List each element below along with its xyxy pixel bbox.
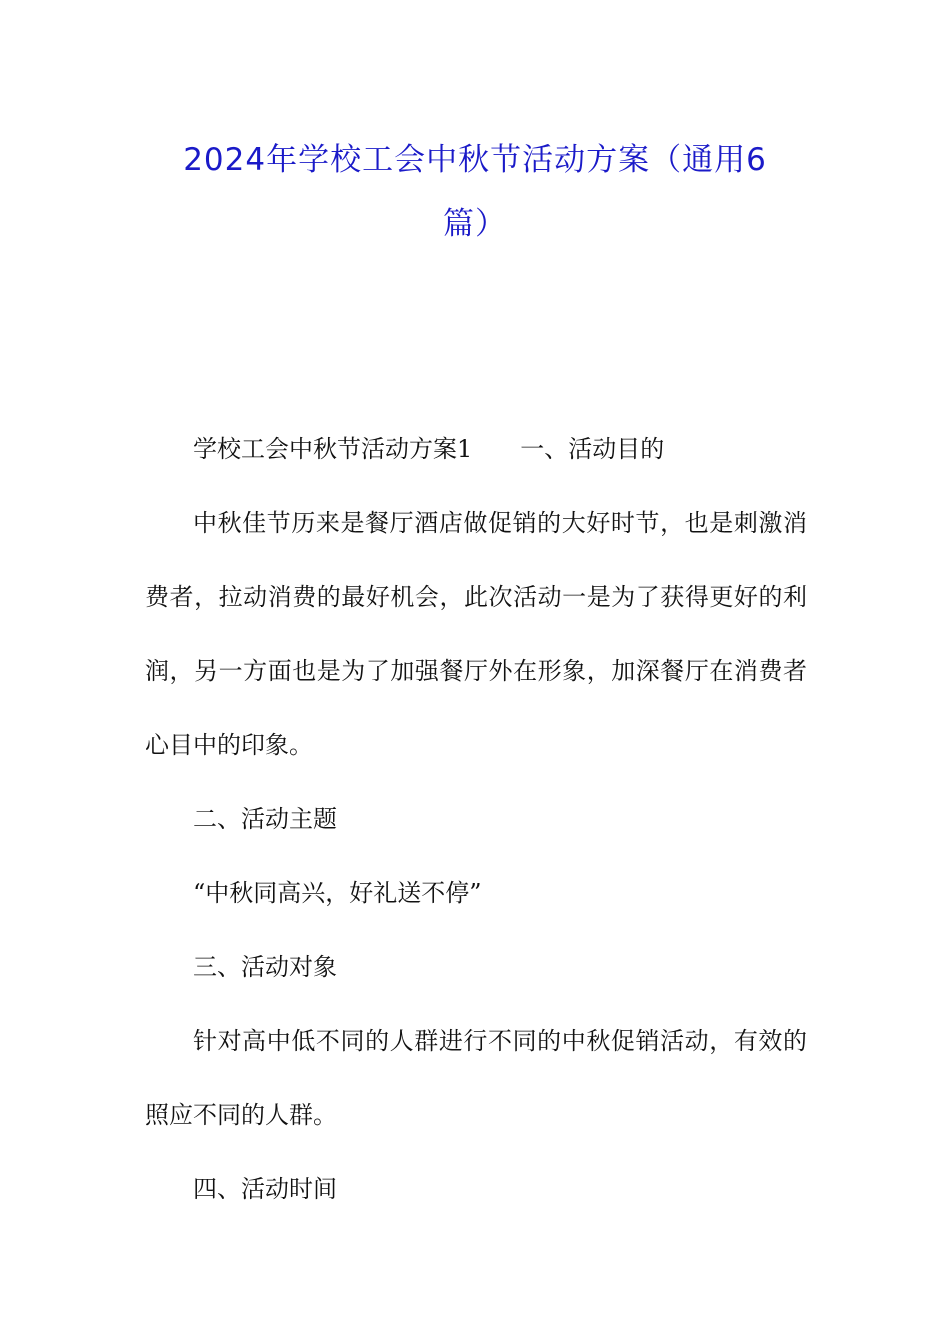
document-body (145, 412, 807, 1226)
title-line-1: 2024年学校工会中秋节活动方案（通用6 (183, 142, 767, 178)
paragraph-purpose: 中秋佳节历来是餐厅酒店做促销的大好时节，也是刺激消费者，拉动消费的最好机会，此次活动一是为了获得更好的利润，另一方面也是为了加强餐厅外在形象，加深餐厅在消费者心目中的印象。 (145, 509, 807, 759)
section-heading-audience: 三、活动对象 (193, 953, 337, 981)
title-line-2: 篇） (443, 206, 507, 242)
paragraph-theme: “中秋同高兴，好礼送不停” (193, 879, 482, 907)
section-heading-theme: 二、活动主题 (193, 805, 337, 833)
section-heading-purpose: 一、活动目的 (520, 435, 665, 463)
paragraph-audience: 针对高中低不同的人群进行不同的中秋促销活动，有效的照应不同的人群。 (145, 1027, 807, 1129)
document-title (145, 128, 805, 256)
section-heading-time: 四、活动时间 (193, 1175, 337, 1203)
section-heading-plan-1 (145, 412, 807, 486)
plan-heading: 学校工会中秋节活动方案1 (193, 435, 473, 463)
